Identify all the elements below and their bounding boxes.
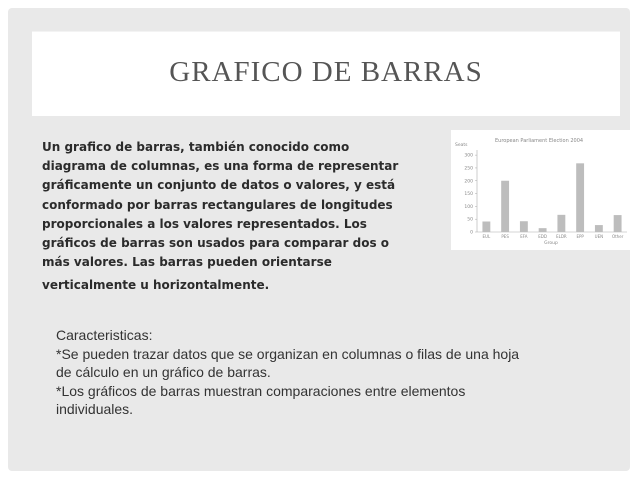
chart-x-tick-label: PES <box>501 234 509 239</box>
bar-chart-image <box>451 130 631 250</box>
characteristics-text <box>56 326 616 419</box>
chart-bar <box>557 215 565 232</box>
chart-bar <box>576 163 584 232</box>
characteristics-line: *Se pueden trazar datos que se organizan en columnas o filas de una hoja <box>56 345 520 362</box>
chart-x-tick-label: EDD <box>538 234 547 239</box>
description-line: gráficos de barras son usados para comparar dos o <box>42 236 390 251</box>
chart-x-tick-label: EFA <box>520 234 528 239</box>
chart-y-tick-label: 0 <box>470 230 473 236</box>
chart-x-tick-label: UEN <box>594 234 604 239</box>
chart-bar <box>539 228 547 232</box>
chart-bar <box>520 221 528 232</box>
chart-x-axis-label: Group <box>544 241 558 246</box>
chart-bar <box>482 221 490 232</box>
description-line: verticalmente u horizontalmente. <box>42 278 270 293</box>
description-text <box>42 138 442 296</box>
slide <box>8 8 630 471</box>
description-line: diagrama de columnas, es una forma de representar <box>42 159 399 174</box>
chart-y-tick-label: 250 <box>464 166 473 172</box>
chart-x-tick-label: EPP <box>576 234 584 239</box>
title-box <box>32 31 620 116</box>
chart-y-tick-label: 50 <box>467 217 473 223</box>
characteristics-line: *Los gráficos de barras muestran comparaciones entre elementos <box>56 382 466 399</box>
chart-y-tick-label: 300 <box>464 153 473 159</box>
chart-title: European Parliament Election 2004 <box>495 138 584 144</box>
chart-bars <box>482 163 621 232</box>
chart-axes <box>477 150 627 232</box>
description-line: gráficamente un conjunto de datos o valores, y está <box>42 178 396 193</box>
description-line: Un grafico de barras, también conocido como <box>42 140 350 154</box>
chart-x-tick-label: Other <box>611 234 624 239</box>
chart-bar <box>501 181 509 232</box>
chart-x-tick-label: EUL <box>482 234 491 239</box>
chart-y-tick-label: 100 <box>464 204 473 210</box>
description-line: proporcionales a los valores representados. Los <box>42 216 367 231</box>
description-line: conformado por barras rectangulares de longitudes <box>42 197 393 212</box>
description-line: más valores. Las barras pueden orientarse <box>42 255 332 270</box>
bar-chart <box>451 130 631 250</box>
chart-y-tick-label: 150 <box>464 192 473 198</box>
chart-y-axis-label: Seats <box>455 143 468 148</box>
chart-bar <box>595 225 603 232</box>
characteristics-line: individuales. <box>56 401 134 417</box>
characteristics-line: de cálculo en un gráfico de barras. <box>56 364 271 380</box>
slide-title: GRAFICO DE BARRAS <box>169 56 483 88</box>
characteristics-line: Caracteristicas: <box>56 327 153 343</box>
chart-y-tick-label: 200 <box>464 179 473 185</box>
chart-x-tick-label: ELDR <box>556 234 567 239</box>
chart-bar <box>614 215 622 232</box>
